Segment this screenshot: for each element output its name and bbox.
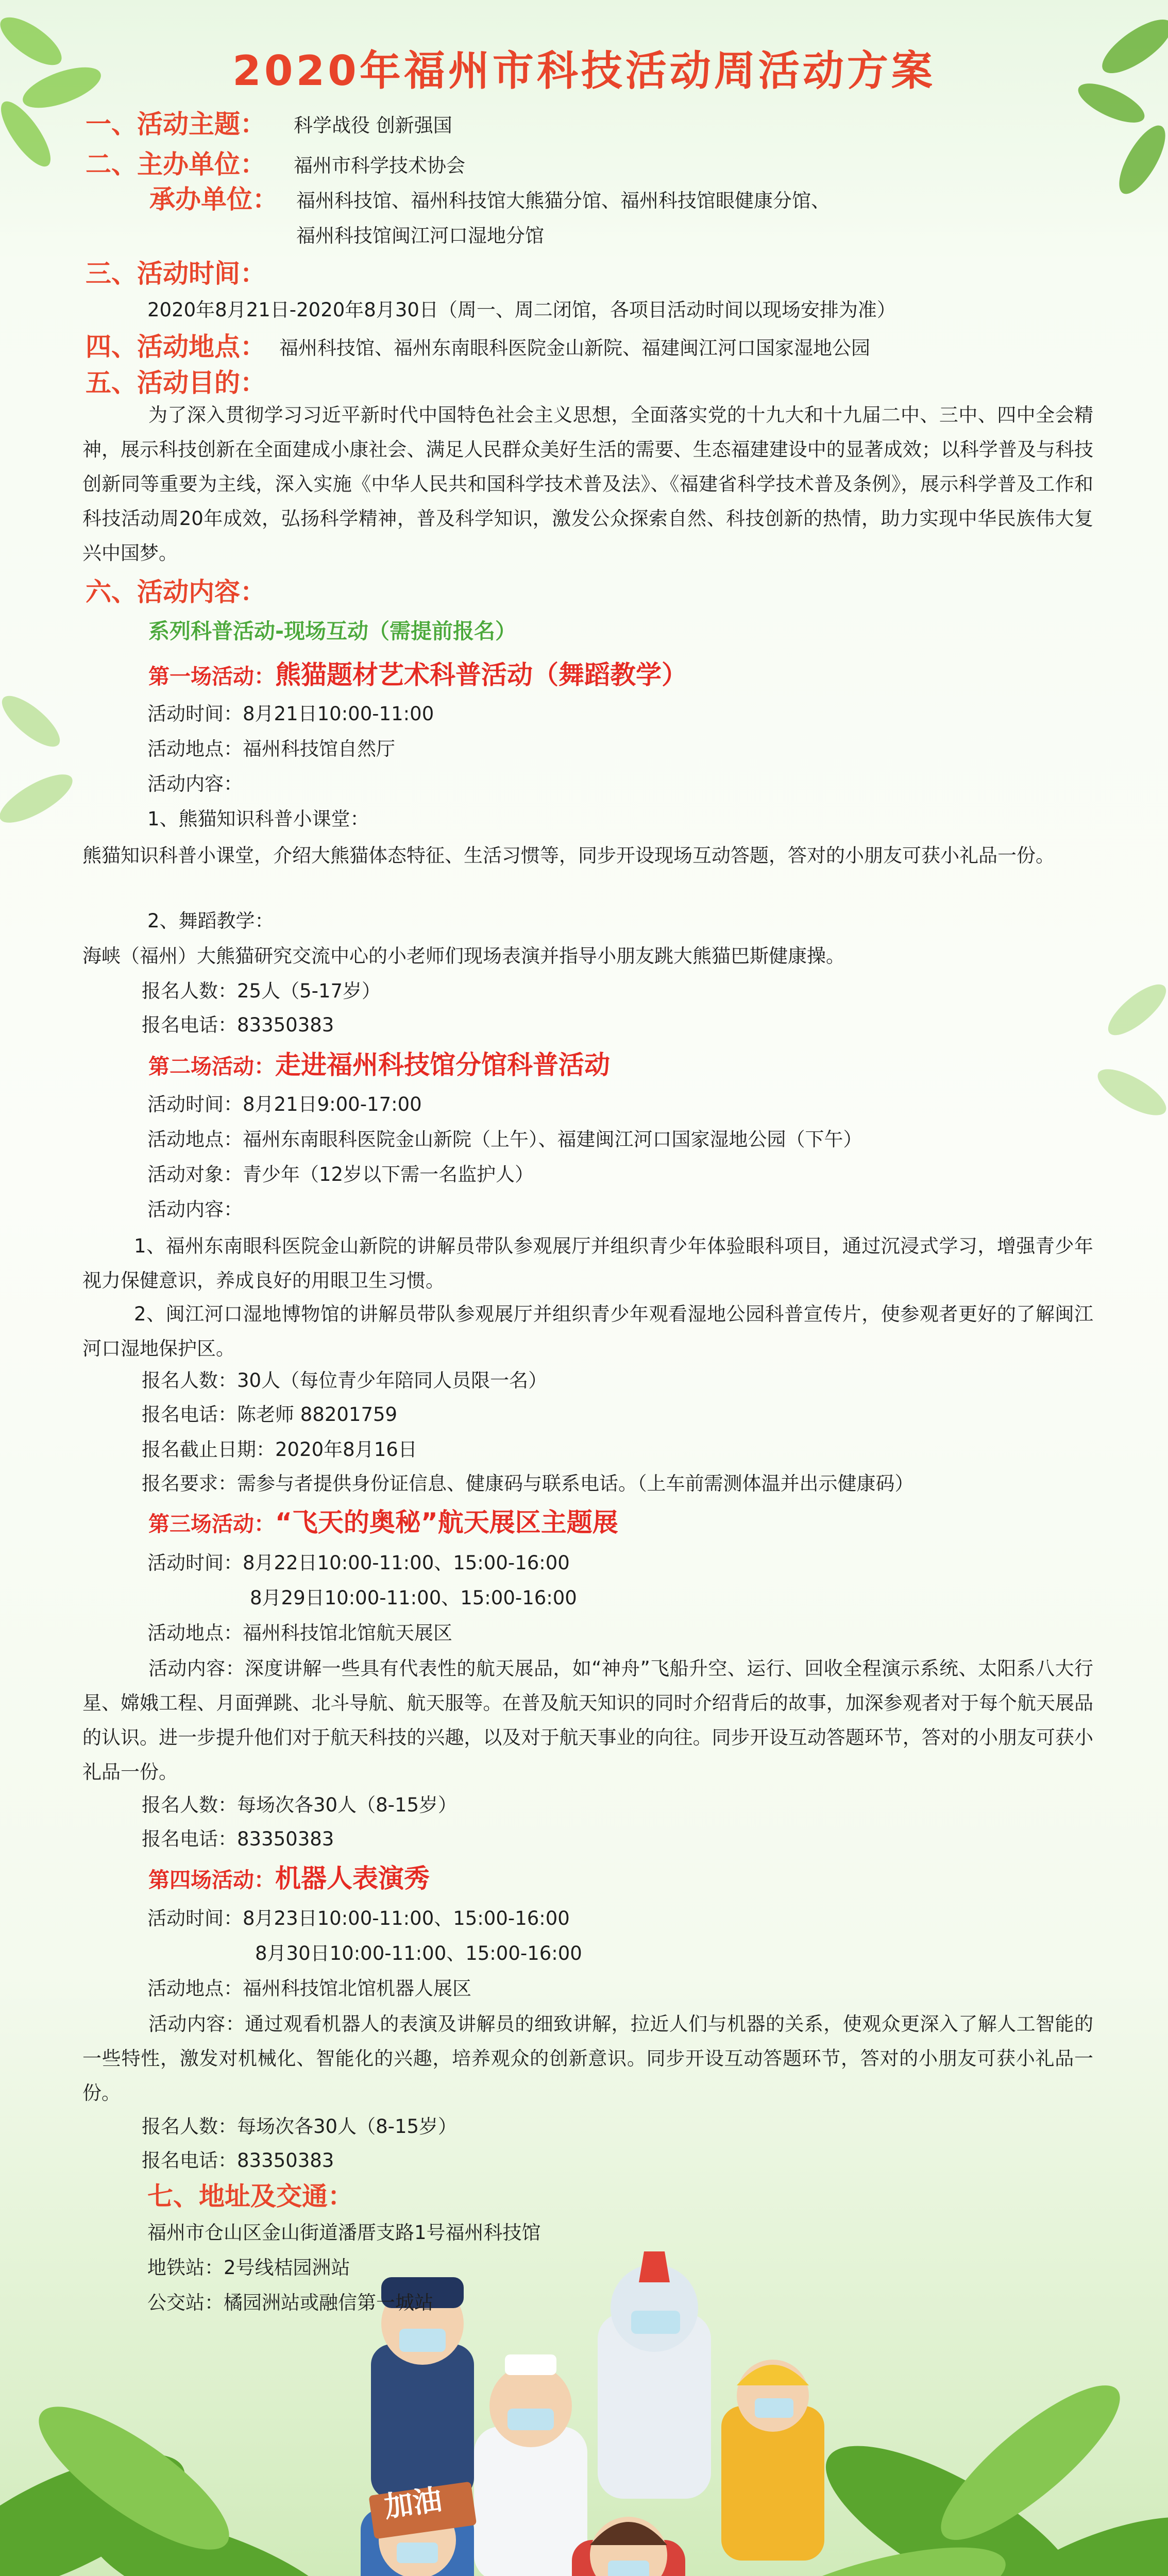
event3-time1: 活动时间：8月22日10:00-11:00、15:00-16:00 bbox=[147, 1552, 570, 1574]
address-line2: 地铁站：2号线桔园洲站 bbox=[147, 2257, 350, 2279]
event4-content: 活动内容：通过观看机器人的表演及讲解员的细致讲解，拉近人们与机器的关系，使观众更深入了解人工智能的一些特性，激发对机械化、智能化的兴趣，培养观众的创新意识。同步开设互动答题环节，答对的小朋友可获小礼品一份。 bbox=[82, 2013, 1093, 2104]
event1-lead: 第一场活动： bbox=[148, 664, 275, 689]
event3-name: “飞天的奥秘”航天展区主题展 bbox=[275, 1507, 618, 1537]
event3-title bbox=[148, 1506, 618, 1540]
event3-place: 活动地点：福州科技馆北馆航天展区 bbox=[147, 1622, 452, 1644]
event2-target: 活动对象：青少年（12岁以下需一名监护人） bbox=[147, 1163, 534, 1185]
event2-lead: 第二场活动： bbox=[148, 1054, 275, 1079]
event3-time2: 8月29日10:00-11:00、15:00-16:00 bbox=[250, 1587, 577, 1609]
worker-figure bbox=[721, 2360, 824, 2561]
event4-lead: 第四场活动： bbox=[148, 1868, 275, 1892]
girl-figure bbox=[572, 2517, 685, 2576]
event1-content-label: 活动内容： bbox=[147, 773, 243, 795]
event2-item1-text: 1、福州东南眼科医院金山新院的讲解员带队参观展厅并组织青少年体验眼科项目，通过沉浸式学习，增强青少年视力保健意识，养成良好的用眼卫生习惯。 bbox=[82, 1235, 1093, 1292]
event1-item1-text: 熊猫知识科普小课堂，介绍大熊猫体态特征、生活习惯等，同步开设现场互动答题，答对的小朋友可获小礼品一份。 bbox=[82, 844, 1055, 867]
page-title: 2020年福州市科技活动周活动方案 bbox=[232, 47, 936, 95]
section-organizer-text: 福州市科学技术协会 bbox=[294, 155, 465, 177]
event2-requirement: 报名要求：需参与者提供身份证信息、健康码与联系电话。（上车前需测体温并出示健康码） bbox=[142, 1472, 914, 1495]
event3-lead: 第三场活动： bbox=[148, 1512, 275, 1536]
section-purpose-heading: 五、活动目的： bbox=[86, 368, 266, 398]
event3-phone: 报名电话：83350383 bbox=[142, 1828, 334, 1850]
co-organizer-line1: 福州科技馆、福州科技馆大熊猫分馆、福州科技馆眼健康分馆、 bbox=[296, 190, 830, 212]
event2-time: 活动时间：8月21日9:00-17:00 bbox=[147, 1093, 422, 1115]
event4-name: 机器人表演秀 bbox=[275, 1863, 430, 1893]
event2-count: 报名人数：30人（每位青少年陪同人员限一名） bbox=[142, 1369, 548, 1392]
event1-phone: 报名电话：83350383 bbox=[142, 1014, 334, 1036]
event2-place: 活动地点：福州东南眼科医院金山新院（上午）、福建闽江河口国家湿地公园（下午） bbox=[147, 1128, 862, 1150]
section-theme-heading: 一、活动主题： bbox=[86, 109, 266, 139]
section-time-heading: 三、活动时间： bbox=[86, 259, 266, 289]
event1-time: 活动时间：8月21日10:00-11:00 bbox=[147, 703, 434, 725]
co-organizer-heading: 承办单位： bbox=[149, 184, 278, 214]
event3-count: 报名人数：每场次各30人（8-15岁） bbox=[142, 1794, 458, 1816]
event2-name: 走进福州科技馆分馆科普活动 bbox=[275, 1050, 610, 1080]
medic-figure bbox=[598, 2251, 711, 2499]
event4-time2: 8月30日10:00-11:00、15:00-16:00 bbox=[255, 1942, 582, 1964]
event1-count: 报名人数：25人（5-17岁） bbox=[142, 980, 381, 1002]
event4-count: 报名人数：每场次各30人（8-15岁） bbox=[142, 2115, 458, 2138]
event4-time1: 活动时间：8月23日10:00-11:00、15:00-16:00 bbox=[147, 1907, 570, 1929]
event2-item2-text: 2、闽江河口湿地博物馆的讲解员带队参观展厅并组织青少年观看湿地公园科普宣传片，使参观者更好的了解闽江河口湿地保护区。 bbox=[82, 1303, 1093, 1360]
event3-content: 活动内容：深度讲解一些具有代表性的航天展品，如“神舟”飞船升空、运行、回收全程演示系统、太阳系八大行星、嫦娥工程、月面弹跳、北斗导航、航天服等。在普及航天知识的同时介绍背后的故事，加深参观者对于每个航天展品的认识。进一步提升他们对于航天科技的兴趣，以及对于航天事业的向往。同步开设互动答题环节，答对的小朋友可获小礼品一份。 bbox=[82, 1657, 1093, 1783]
section-place-heading: 四、活动地点： bbox=[86, 332, 266, 362]
section-theme-text: 科学战役 创新强国 bbox=[294, 114, 452, 137]
event1-place: 活动地点：福州科技馆自然厅 bbox=[147, 738, 395, 760]
event4-phone: 报名电话：83350383 bbox=[142, 2149, 334, 2172]
event4-title bbox=[148, 1862, 430, 1896]
section-organizer-heading: 二、主办单位： bbox=[86, 149, 266, 179]
event2-phone: 报名电话：陈老师 88201759 bbox=[142, 1403, 398, 1426]
section-purpose-text: 为了深入贯彻学习习近平新时代中国特色社会主义思想，全面落实党的十九大和十九届二中、三中、四中全会精神，展示科技创新在全面建成小康社会、满足人民群众美好生活的需要、生态福建建设中的显著成效；以科学普及与科技创新同等重要为主线，深入实施《中华人民共和国科学技术普及法》、《福建省科学技术普及条例》，展示科学普及工作和科技活动周20年成效，弘扬科学精神，普及科学知识，激发公众探索自然、科技创新的热情，助力实现中华民族伟大复兴中国梦。 bbox=[82, 404, 1093, 564]
section-content-heading: 六、活动内容： bbox=[86, 577, 266, 607]
leaf-decoration-top-right bbox=[1034, 0, 1168, 216]
section-time-text: 2020年8月21日-2020年8月30日（周一、周二闭馆，各项目活动时间以现场安排为准） bbox=[147, 299, 896, 321]
section-place-text: 福州科技馆、福州东南眼科医院金山新院、福建闽江河口国家湿地公园 bbox=[279, 337, 870, 359]
sign-text: 加油 bbox=[382, 2483, 444, 2524]
event1-item1-title: 1、熊猫知识科普小课堂： bbox=[147, 808, 369, 830]
event1-item2-title: 2、舞蹈教学： bbox=[147, 910, 274, 932]
event1-name: 熊猫题材艺术科普活动（舞蹈教学） bbox=[275, 660, 687, 690]
event2-deadline: 报名截止日期：2020年8月16日 bbox=[142, 1438, 417, 1461]
section-address-heading: 七、地址及交通： bbox=[147, 2181, 353, 2211]
event2-title bbox=[148, 1048, 610, 1083]
event1-title bbox=[148, 658, 687, 693]
event1-item2-text: 海峡（福州）大熊猫研究交流中心的小老师们现场表演并指导小朋友跳大熊猫巴斯健康操。 bbox=[82, 945, 845, 967]
series-subtitle: 系列科普活动-现场互动（需提前报名） bbox=[148, 619, 517, 643]
leaf-decoration-right-mid bbox=[1075, 953, 1168, 1159]
event4-place: 活动地点：福州科技馆北馆机器人展区 bbox=[147, 1977, 471, 1999]
event2-content-label: 活动内容： bbox=[147, 1198, 243, 1221]
chef-figure bbox=[474, 2354, 587, 2576]
address-line1: 福州市仓山区金山街道潘厝支路1号福州科技馆 bbox=[147, 2222, 541, 2244]
co-organizer-line2: 福州科技馆闽江河口湿地分馆 bbox=[296, 225, 544, 247]
address-line3: 公交站：橘园洲站或融信第一城站 bbox=[147, 2292, 433, 2314]
